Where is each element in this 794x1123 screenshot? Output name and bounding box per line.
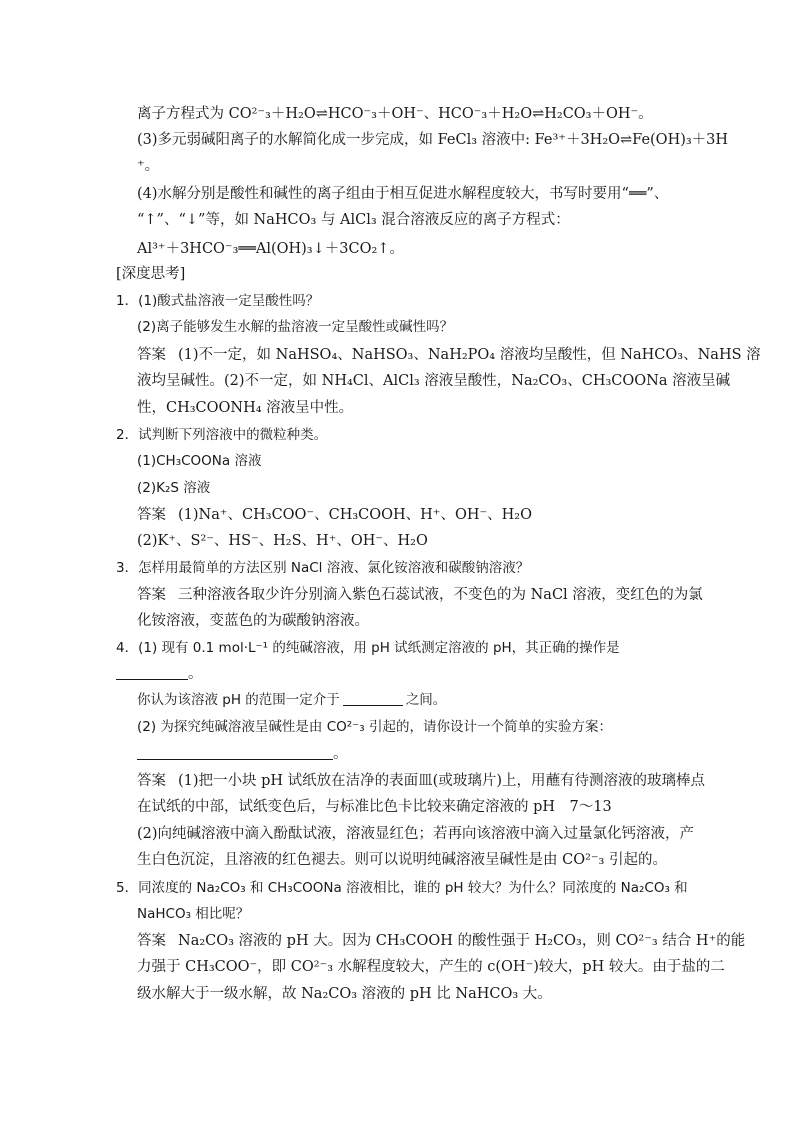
question-2-line-3: (2)K₂S 溶液 <box>137 480 211 496</box>
answer-2-line-2: (2)K⁺、S²⁻、HS⁻、H₂S、H⁺、OH⁻、H₂O <box>137 533 428 549</box>
question-1-line-2: (2)离子能够发生水解的盐溶液一定呈酸性或碱性吗？ <box>137 319 454 335</box>
answer-text: (1)不一定，如 NaHSO₄、NaHSO₃、NaH₂PO₄ 溶液均呈酸性，但 NaHCO₃、NaHS 溶 <box>178 347 761 363</box>
answer-4-line-1 <box>137 771 705 791</box>
answer-5-line-1 <box>137 931 745 951</box>
answer-blank <box>343 691 403 706</box>
question-5-line-2: NaHCO₃ 相比呢？ <box>137 906 250 922</box>
answer-4-line-4: 生白色沉淀，且溶液的红色褪去。则可以说明纯碱溶液呈碱性是由 CO²⁻₃ 引起的。 <box>137 852 667 868</box>
question-4-line-4: (2) 为探究纯碱溶液呈碱性是由 CO²⁻₃ 引起的，请你设计一个简单的实验方案： <box>137 719 612 735</box>
question-2-line-1: 2．试判断下列溶液中的微粒种类。 <box>116 427 328 443</box>
question-4-line-1: 4．(1) 现有 0.1 mol·L⁻¹ 的纯碱溶液，用 pH 试纸测定溶液的 pH，其正确的操作是 <box>116 640 620 656</box>
answer-5-line-2: 力强于 CH₃COO⁻，即 CO²⁻₃ 水解程度较大，产生的 c(OH⁻)较大，pH 较大。由于盐的二 <box>137 959 725 975</box>
answer-text: (1)Na⁺、CH₃COO⁻、CH₃COOH、H⁺、OH⁻、H₂O <box>178 507 532 523</box>
question-4-line-3: 你认为该溶液 pH 的范围一定介于 之间。 <box>137 692 447 708</box>
answer-label: 答案 <box>137 507 166 523</box>
question-3-line-1: 3．怎样用最简单的方法区别 NaCl 溶液、氯化铵溶液和碳酸钠溶液？ <box>116 560 530 576</box>
question-1-line-1: 1．(1)酸式盐溶液一定呈酸性吗？ <box>116 293 320 309</box>
answer-3-line-2: 化铵溶液，变蓝色的为碳酸钠溶液。 <box>137 613 369 629</box>
answer-label: 答案 <box>137 347 166 363</box>
answer-4-line-3: (2)向纯碱溶液中滴入酚酞试液，溶液显红色；若再向该溶液中滴入过量氯化钙溶液，产 <box>137 826 695 842</box>
answer-1-line-2: 液均呈碱性。(2)不一定，如 NH₄Cl、AlCl₃ 溶液呈酸性，Na₂CO₃、CH₃COONa 溶液呈碱 <box>137 373 731 389</box>
intro-line-3: ⁺。 <box>137 158 160 174</box>
answer-label: 答案 <box>137 933 166 949</box>
answer-text: (1)把一小块 pH 试纸放在洁净的表面皿(或玻璃片)上，用蘸有待测溶液的玻璃棒点 <box>178 773 705 789</box>
intro-line-1: 离子方程式为 CO²⁻₃＋H₂O⇌HCO⁻₃＋OH⁻、HCO⁻₃＋H₂O⇌H₂CO₃＋OH⁻。 <box>137 106 653 122</box>
answer-text: 三种溶液各取少许分别滴入紫色石蕊试液，不变色的为 NaCl 溶液，变红色的为氯 <box>178 587 703 603</box>
intro-line-4: (4)水解分别是酸性和碱性的离子组由于相互促进水解程度较大，书写时要用“══”、 <box>137 186 669 202</box>
answer-1-line-3: 性，CH₃COONH₄ 溶液呈中性。 <box>137 400 354 416</box>
question-2-line-2: (1)CH₃COONa 溶液 <box>137 453 262 469</box>
answer-blank <box>116 665 188 680</box>
answer-text: Na₂CO₃ 溶液的 pH 大。因为 CH₃COOH 的酸性强于 H₂CO₃，则 CO²⁻₃ 结合 H⁺的能 <box>178 933 746 949</box>
intro-line-5: “↑”、“↓”等，如 NaHCO₃ 与 AlCl₃ 混合溶液反应的离子方程式： <box>137 212 570 228</box>
section-title: [深度思考] <box>116 266 186 282</box>
question-4-line-2: 。 <box>116 664 203 684</box>
answer-blank <box>137 745 333 760</box>
answer-label: 答案 <box>137 587 166 603</box>
question-5-line-1: 5．同浓度的 Na₂CO₃ 和 CH₃COONa 溶液相比，谁的 pH 较大？为什么？同浓度的 Na₂CO₃ 和 <box>116 880 688 896</box>
answer-5-line-3: 级水解大于一级水解，故 Na₂CO₃ 溶液的 pH 比 NaHCO₃ 大。 <box>137 986 552 1002</box>
question-4-line-5: 。 <box>137 744 348 764</box>
intro-line-6: Al³⁺＋3HCO⁻₃══Al(OH)₃↓＋3CO₂↑。 <box>137 241 404 257</box>
answer-4-line-2: 在试纸的中部，试纸变色后，与标准比色卡比较来确定溶液的 pH 7～13 <box>137 799 612 815</box>
answer-3-line-1 <box>137 585 703 605</box>
answer-1-line-1 <box>137 345 761 365</box>
answer-2-line-1 <box>137 505 532 525</box>
intro-line-2: (3)多元弱碱阳离子的水解简化成一步完成，如 FeCl₃ 溶液中: Fe³⁺＋3H₂O⇌Fe(OH)₃＋3H <box>137 132 729 148</box>
answer-label: 答案 <box>137 773 166 789</box>
